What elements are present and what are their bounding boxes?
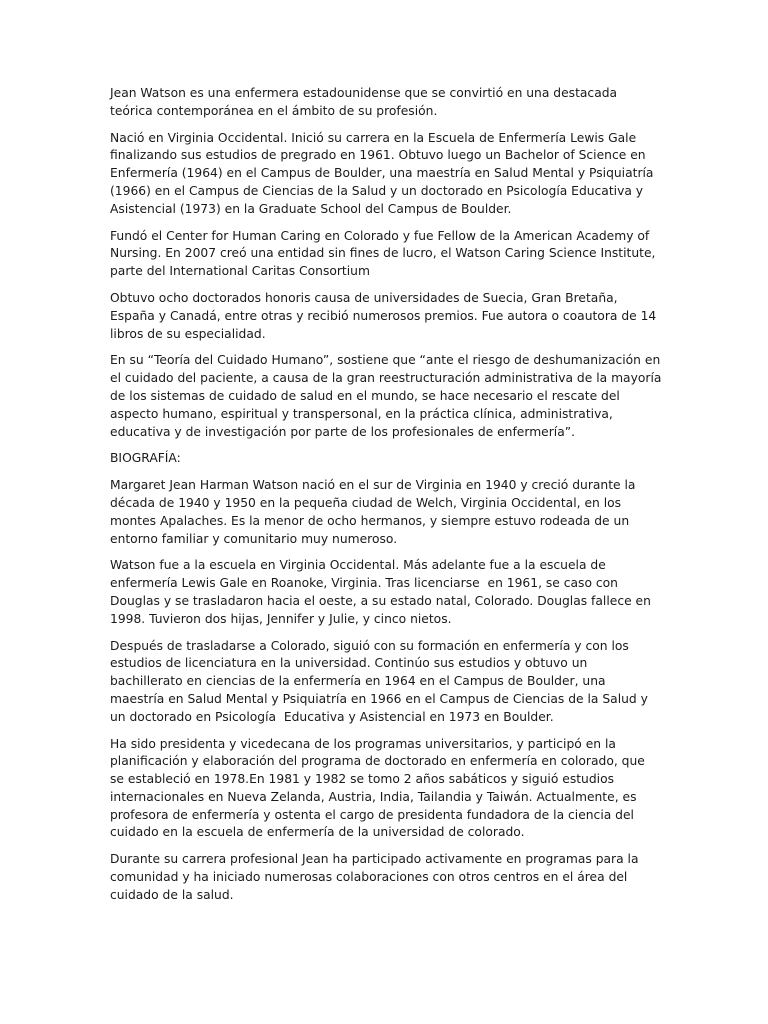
- paragraph-school: Watson fue a la escuela en Virginia Occidental. Más adelante fue a la escuela de enfermería Lewis Gale en Roanoke, Virginia. Tras licenciarse en 1961, se caso con Douglas y se trasladaron hacia el oeste, a su estado natal, Colorado. Douglas fallece en 1998. Tuvieron dos hijas, Jennifer y Julie, y cinco nietos.: [110, 558, 655, 626]
- paragraph-birth: Margaret Jean Harman Watson nació en el sur de Virginia en 1940 y creció durante la década de 1940 y 1950 en la pequeña ciudad de Welch, Virginia Occidental, en los montes Apalaches. Es la menor de ocho hermanos, y siempre estuvo rodeada de un entorno familiar y comunitario muy numeroso.: [110, 478, 640, 546]
- paragraph-intro: Jean Watson es una enfermera estadounidense que se convirtió en una destacada teórica contemporánea en el ámbito de su profesión.: [110, 86, 621, 118]
- paragraph-theory: En su “Teoría del Cuidado Humano”, sostiene que “ante el riesgo de deshumanización en el cuidado del paciente, a causa de la gran reestructuración administrativa de la mayoría de los sistemas de cuidado de salud en el mundo, se hace necesario el rescate del aspecto humano, espiritual y transpersonal, en la práctica clínica, administrativa, educativa y de investigación por parte de los profesionales de enfermería”.: [110, 353, 666, 439]
- paragraph-center: Fundó el Center for Human Caring en Colorado y fue Fellow de la American Academy of Nursing. En 2007 creó una entidad sin fines de lucro, el Watson Caring Science Institute, parte del International Caritas Consortium: [110, 228, 660, 279]
- document-page: [110, 85, 666, 914]
- section-heading-biography: BIOGRAFÍA:: [110, 451, 181, 466]
- paragraph-colorado: Después de trasladarse a Colorado, siguió con su formación en enfermería y con los estudios de licenciatura en la universidad. Continúo sus estudios y obtuvo un bachillerato en ciencias de la enfermería en 1964 en el Campus de Boulder, una maestría en Salud Mental y Psiquiatría en 1966 en el Campus de Ciencias de la Salud y un doctorado en Psicología Educativa y Asistencial en 1973 en Boulder.: [110, 638, 652, 724]
- paragraph-community: Durante su carrera profesional Jean ha participado activamente en programas para la comunidad y ha iniciado numerosas colaboraciones con otros centros en el área del cuidado de la salud.: [110, 852, 643, 902]
- paragraph-career: Ha sido presidenta y vicedecana de los programas universitarios, y participó en la planificación y elaboración del programa de doctorado en enfermería en colorado, que se estableció en 1978.En 1981 y 1982 se tomo 2 años sabáticos y siguió estudios internacionales en Nueva Zelanda, Austria, India, Tailandia y Taiwán. Actualmente, es profesora de enfermería y ostenta el cargo de presidenta fundadora de la ciencia del cuidado en la escuela de enfermería de la universidad de colorado.: [110, 736, 649, 840]
- paragraph-education: Nació en Virginia Occidental. Inició su carrera en la Escuela de Enfermería Lewis Gale finalizando sus estudios de pregrado en 1961. Obtuvo luego un Bachelor of Science en Enfermería (1964) en el Campus de Boulder, una maestría en Salud Mental y Psiquiatría (1966) en el Campus de Ciencias de la Salud y un doctorado en Psicología Educativa y Asistencial (1973) en la Graduate School del Campus de Boulder.: [110, 130, 658, 216]
- paragraph-honors: Obtuvo ocho doctorados honoris causa de universidades de Suecia, Gran Bretaña, España y Canadá, entre otras y recibió numerosos premios. Fue autora o coautora de 14 libros de su especialidad.: [110, 290, 661, 341]
